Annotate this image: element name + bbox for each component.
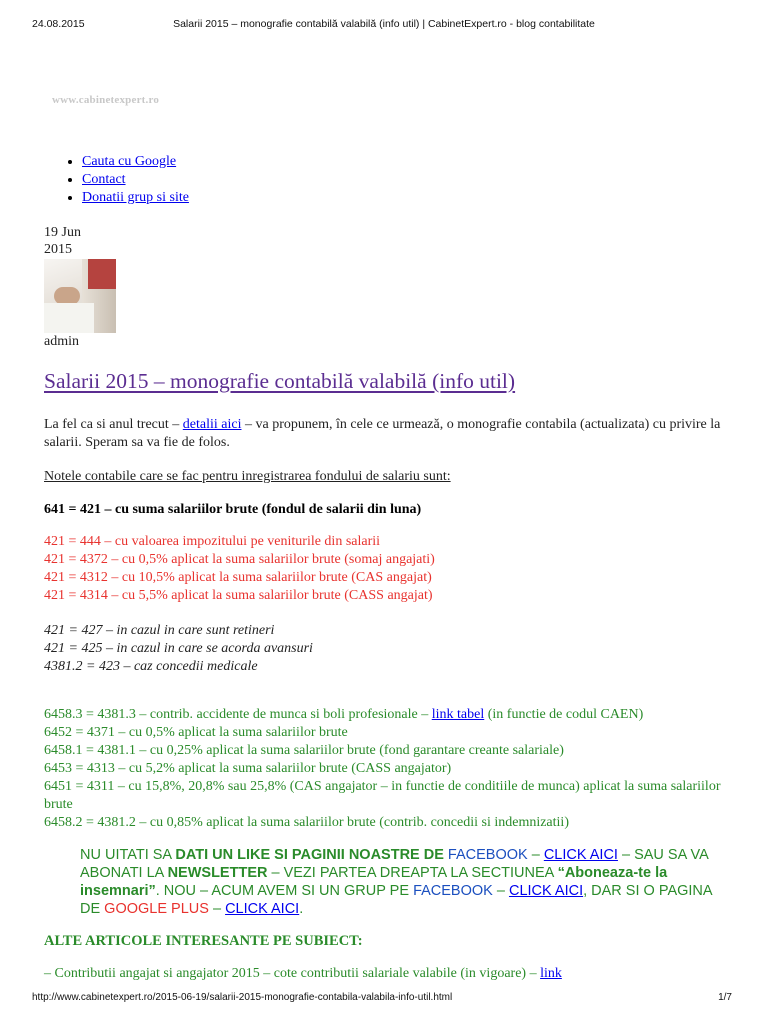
formula-line: 4381.2 = 423 – caz concedii medicale <box>44 659 258 674</box>
callout-text: – SAU SA VA ABONATI LA <box>80 847 708 881</box>
callout-text: . <box>299 901 304 917</box>
related-article-item <box>44 965 562 983</box>
google-plus-link[interactable]: CLICK AICI <box>225 901 300 917</box>
callout-text: – <box>492 883 509 899</box>
print-footer <box>0 992 768 1012</box>
callout-text: – <box>208 901 226 917</box>
intro-text-start: La fel ca si anul trecut – <box>44 417 183 432</box>
thumbnail-paper-shape <box>44 303 94 333</box>
callout-text: – <box>527 847 544 863</box>
formula-line: 6458.2 = 4381.2 – cu 0,85% aplicat la suma salariilor brute (contrib. concedii si indemnizatii) <box>44 815 569 830</box>
related-article-link[interactable]: link <box>540 966 562 981</box>
formula-line: 421 = 4314 – cu 5,5% aplicat la suma salariilor brute (CASS angajat) <box>44 588 433 603</box>
formula-line: 6453 = 4313 – cu 5,2% aplicat la suma salariilor brute (CASS angajator) <box>44 761 452 776</box>
nav-link-contact[interactable]: Contact <box>82 172 126 187</box>
formula-text: (in functie de codul CAEN) <box>484 707 644 722</box>
callout-text: . NOU – ACUM AVEM SI UN GRUP PE <box>155 883 414 899</box>
callout-bold-text: DATI UN LIKE SI PAGINII NOASTRE DE <box>175 847 448 863</box>
nav-link-google-search[interactable]: Cauta cu Google <box>82 154 177 169</box>
formula-line: 421 = 425 – in cazul in care se acorda avansuri <box>44 641 313 656</box>
print-page-url: http://www.cabinetexpert.ro/2015-06-19/salarii-2015-monografie-contabila-valabila-info-util.html <box>32 992 453 1003</box>
post-date-day-month: 19 Jun <box>44 225 81 240</box>
formula-line: 421 = 4312 – cu 10,5% aplicat la suma salariilor brute (CAS angajat) <box>44 570 432 585</box>
formula-line: 6458.1 = 4381.1 – cu 0,25% aplicat la suma salariilor brute (fond garantare creante salariale) <box>44 743 564 758</box>
post-title[interactable]: Salarii 2015 – monografie contabilă valabilă (info util) <box>44 369 516 393</box>
post-date-year: 2015 <box>44 242 72 257</box>
intro-paragraph <box>44 416 734 452</box>
nav-item-donations <box>82 189 189 207</box>
facebook-label: FACEBOOK <box>413 883 493 899</box>
other-entries-list <box>44 622 313 676</box>
social-callout <box>80 846 720 918</box>
thumbnail-sleeve-shape <box>88 259 116 289</box>
callout-text: , DAR SI O PAGINA DE <box>80 883 712 917</box>
top-navigation <box>82 153 189 207</box>
subscribe-section-label: “Aboneaza-te la insemnari” <box>80 865 668 899</box>
related-article-text: – Contributii angajat si angajator 2015 – cote contributii salariale valabile (in vigoare) – <box>44 966 541 981</box>
post-author: admin <box>44 334 79 349</box>
facebook-page-link[interactable]: CLICK AICI <box>543 847 618 863</box>
newsletter-label: NEWSLETTER <box>167 865 268 881</box>
nav-link-donations[interactable]: Donatii grup si site <box>82 190 189 205</box>
main-formula: 641 = 421 – cu suma salariilor brute (fondul de salarii din luna) <box>44 502 422 517</box>
notes-heading: Notele contabile care se fac pentru inregistrarea fondului de salariu sunt: <box>44 469 451 484</box>
formula-line: 421 = 4372 – cu 0,5% aplicat la suma salariilor brute (somaj angajati) <box>44 552 435 567</box>
callout-text: – VEZI PARTEA DREAPTA LA SECTIUNEA <box>267 865 558 881</box>
formula-line: 6451 = 4311 – cu 15,8%, 20,8% sau 25,8% (CAS angajator – in functie de conditiile de munca) aplicat la suma salariilor brute <box>44 779 721 812</box>
table-link[interactable]: link tabel <box>431 707 485 722</box>
facebook-label: FACEBOOK <box>447 847 528 863</box>
post-thumbnail-image[interactable] <box>44 259 116 333</box>
formula-line <box>44 706 734 724</box>
formula-line: 421 = 444 – cu valoarea impozitului pe veniturile din salarii <box>44 534 381 549</box>
print-document-title: Salarii 2015 – monografie contabilă valabilă (info util) | CabinetExpert.ro - blog contabilitate <box>173 18 595 30</box>
print-header <box>0 14 768 34</box>
employee-deductions-list <box>44 533 435 605</box>
site-logo[interactable]: www.cabinetexpert.ro <box>52 94 160 106</box>
related-articles-heading: ALTE ARTICOLE INTERESANTE PE SUBIECT: <box>44 933 363 949</box>
employer-contributions-list <box>44 706 734 832</box>
post-date <box>44 224 81 258</box>
intro-text-end: – va propunem, în cele ce urmează, o monografie contabila (actualizata) cu privire la salarii. Speram sa va fie de folos. <box>44 417 721 450</box>
formula-line: 421 = 427 – in cazul in care sunt retineri <box>44 623 275 638</box>
details-link[interactable]: detalii aici <box>182 417 242 432</box>
print-page-number: 1/7 <box>718 992 732 1003</box>
formula-text: 6458.3 = 4381.3 – contrib. accidente de munca si boli profesionale – <box>44 707 432 722</box>
google-plus-label: GOOGLE PLUS <box>104 901 209 917</box>
nav-item-google-search <box>82 153 189 171</box>
callout-text: NU UITATI SA <box>80 847 176 863</box>
facebook-group-link[interactable]: CLICK AICI <box>508 883 584 899</box>
print-date: 24.08.2015 <box>32 18 85 30</box>
nav-item-contact <box>82 171 189 189</box>
formula-line: 6452 = 4371 – cu 0,5% aplicat la suma salariilor brute <box>44 725 348 740</box>
